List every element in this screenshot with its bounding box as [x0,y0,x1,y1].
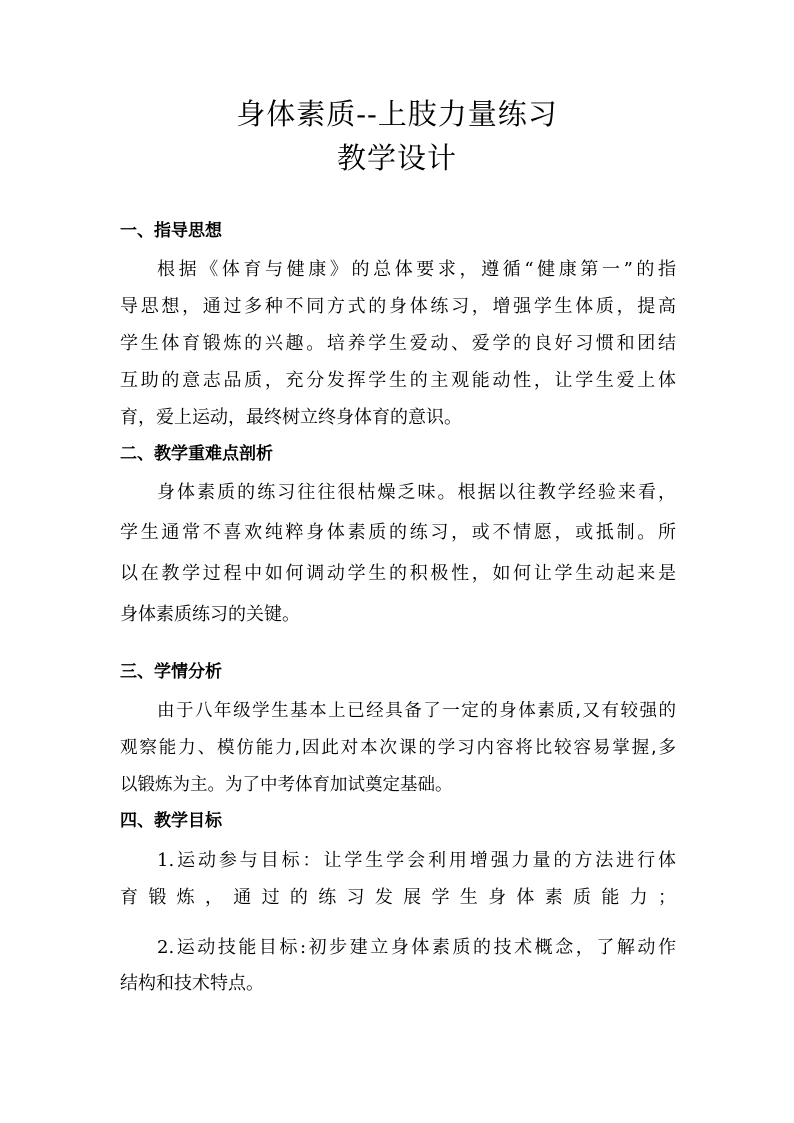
goal-line: 2.运动技能目标:初步建立身体素质的技术概念，了解动作 [157,937,676,958]
paragraph-line: 观察能力、模仿能力,因此对本次课的学习内容将比较容易掌握,多 [120,738,676,758]
section-heading-difficulty: 二、教学重难点剖析 [120,444,273,464]
paragraph-line: 学生通常不喜欢纯粹身体素质的练习，或不情愿，或抵制。所 [120,522,676,543]
section-heading-guiding: 一、指导思想 [120,221,222,241]
paragraph-line: 以在教学过程中如何调动学生的积极性，如何让学生动起来是 [120,563,676,584]
goal-line: 1.运动参与目标：让学生学会利用增强力量的方法进行体 [157,850,676,871]
goal-line: 结构和技术特点。 [120,973,264,994]
document-subtitle: 教学设计 [336,141,457,175]
paragraph-line: 育，爱上运动，最终树立终身体育的意识。 [120,407,462,428]
paragraph-line: 身体素质的练习往往很枯燥乏味。根据以往教学经验来看， [157,482,676,503]
paragraph-line: 身体素质练习的关键。 [120,604,300,625]
paragraph-line: 由于八年级学生基本上已经具备了一定的身体素质,又有较强的 [157,701,676,721]
document-title: 身体素质--上肢力量练习 [236,97,558,131]
paragraph-line: 互助的意志品质，充分发挥学生的主观能动性，让学生爱上体 [120,370,676,391]
paragraph-line: 导思想，通过多种不同方式的身体练习，增强学生体质，提高 [120,296,676,317]
paragraph-line: 以锻炼为主。为了中考体育加试奠定基础。 [120,775,453,795]
section-heading-students: 三、学情分析 [120,662,222,682]
section-heading-goals: 四、教学目标 [120,811,222,831]
paragraph-line: 根据《体育与健康》的总体要求，遵循“健康第一”的指 [157,259,676,280]
paragraph-line: 学生体育锻炼的兴趣。培养学生爱动、爱学的良好习惯和团结 [120,333,676,354]
goal-line: 育锻炼，通过的练习发展学生身体素质能力； [120,887,676,908]
